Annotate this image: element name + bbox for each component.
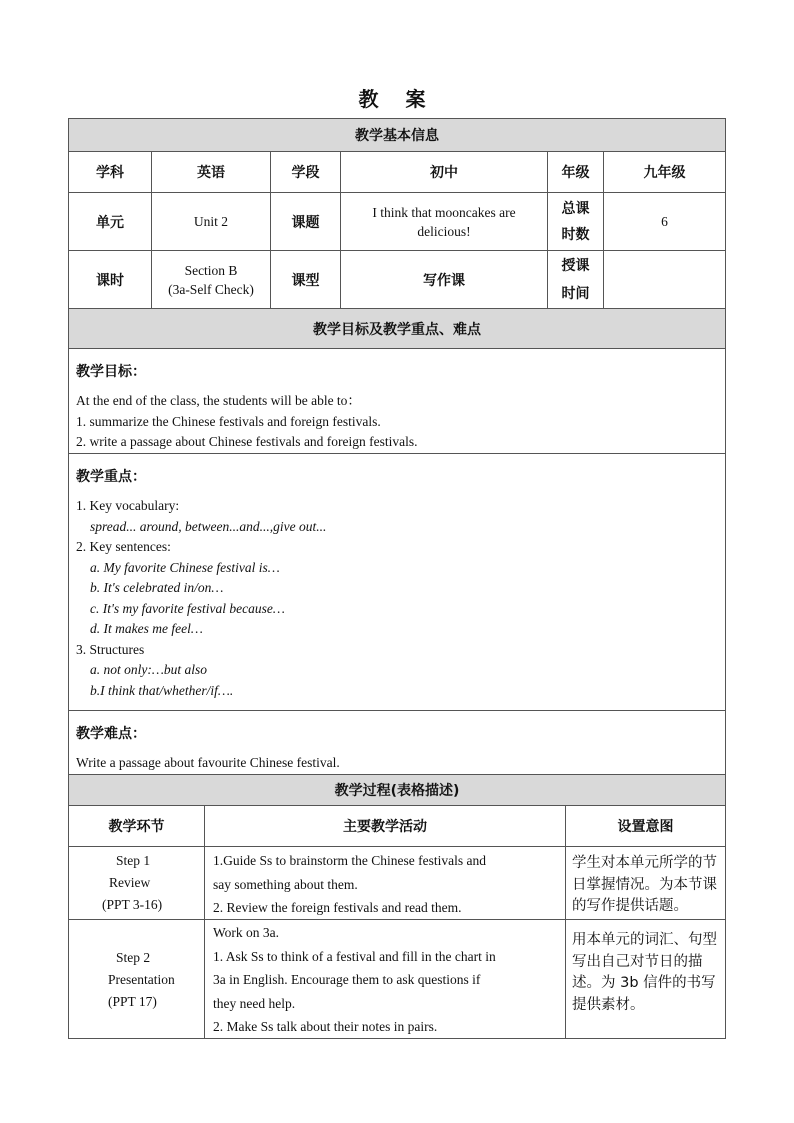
activity-line: 1. Ask Ss to think of a festival and fill in the chart in — [213, 948, 496, 964]
lesson-type-label: 课型 — [270, 250, 341, 309]
period-label: 课时 — [68, 250, 152, 309]
teaching-time-label-line1: 授课 — [561, 257, 590, 274]
key-sentence: b. It's celebrated in/on… — [90, 580, 224, 595]
grade-value: 九年级 — [603, 151, 726, 193]
col-intent-header: 设置意图 — [565, 805, 726, 847]
teaching-goals-block — [68, 348, 726, 454]
teaching-difficulty-title: 教学难点： — [76, 726, 146, 742]
key-sentence: a. My favorite Chinese festival is… — [90, 559, 280, 575]
subject-label: 学科 — [68, 151, 152, 193]
goal-item: 2. write a passage about Chinese festivals and foreign festivals. — [76, 434, 418, 449]
total-hours-label-line2: 时数 — [561, 226, 590, 243]
structure-item: b.I think that/whether/if…. — [90, 682, 234, 698]
structures-heading: 3. Structures — [76, 641, 145, 657]
period-value-line2: (3a-Self Check) — [168, 281, 254, 297]
activity-line: 3a in English. Encourage them to ask questions if — [213, 972, 481, 987]
col-step-header: 教学环节 — [68, 805, 205, 847]
teaching-goals-title: 教学目标： — [76, 364, 146, 380]
intent-text: 用本单元的词汇、句型写出自己对节日的描述。为 3b 信件的书写提供素材。 — [572, 932, 717, 1013]
stage-label: 学段 — [270, 151, 341, 193]
total-hours-label — [547, 192, 604, 251]
unit-label: 单元 — [68, 192, 152, 251]
period-value — [151, 250, 271, 309]
topic-value: I think that mooncakes are delicious! — [340, 192, 548, 251]
goals-intro: At the end of the class, the students will be able to： — [76, 393, 361, 408]
sentences-heading: 2. Key sentences: — [76, 539, 171, 554]
vocab-heading: 1. Key vocabulary: — [76, 498, 180, 513]
table-row-activity — [204, 919, 566, 1039]
teaching-time-label-line2: 时间 — [561, 285, 590, 302]
table-row-intent — [565, 846, 726, 920]
step-name: Presentation — [108, 972, 175, 987]
step-number: Step 1 — [116, 853, 151, 868]
table-row-step — [68, 846, 205, 920]
table-row-activity — [204, 846, 566, 920]
col-activity-header: 主要教学活动 — [204, 805, 566, 847]
teaching-focus-title: 教学重点： — [76, 469, 146, 485]
teaching-time-label — [547, 250, 604, 309]
grade-label: 年级 — [547, 151, 604, 193]
total-hours-label-line1: 总课 — [561, 200, 590, 217]
table-row-intent — [565, 919, 726, 1039]
teaching-difficulty-block — [68, 710, 726, 775]
vocab-line: spread... around, between...and...,give out... — [90, 518, 327, 534]
lesson-type-value: 写作课 — [340, 250, 548, 309]
step-ppt: (PPT 17) — [108, 994, 157, 1009]
unit-value: Unit 2 — [151, 192, 271, 251]
teaching-focus-block — [68, 453, 726, 711]
step-ppt: (PPT 3-16) — [102, 897, 163, 912]
activity-line: they need help. — [213, 995, 296, 1011]
key-sentence: d. It makes me feel… — [90, 621, 203, 636]
basic-info-header: 教学基本信息 — [68, 118, 726, 152]
goal-item: 1. summarize the Chinese festivals and foreign festivals. — [76, 413, 381, 429]
activity-line: 2. Review the foreign festivals and read them. — [213, 900, 462, 915]
teaching-time-value — [603, 250, 726, 309]
activity-line: 1.Guide Ss to brainstorm the Chinese festivals and — [213, 853, 486, 868]
step-number: Step 2 — [116, 950, 151, 965]
step-name: Review — [109, 875, 151, 890]
objectives-header: 教学目标及教学重点、难点 — [68, 308, 726, 349]
total-hours-value: 6 — [603, 192, 726, 251]
topic-label: 课题 — [270, 192, 341, 251]
activity-line: 2. Make Ss talk about their notes in pairs. — [213, 1019, 438, 1034]
structure-item: a. not only:…but also — [90, 662, 207, 677]
key-sentence: c. It's my favorite festival because… — [90, 600, 285, 616]
intent-text: 学生对本单元所学的节日掌握情况。为本节课的写作提供话题。 — [572, 855, 717, 914]
difficulty-text: Write a passage about favourite Chinese festival. — [76, 755, 340, 770]
subject-value: 英语 — [151, 151, 271, 193]
table-row-step — [68, 919, 205, 1039]
period-value-line1: Section B — [184, 262, 238, 278]
page-title: 教 案 — [358, 87, 436, 111]
activity-line: Work on 3a. — [213, 925, 280, 940]
stage-value: 初中 — [340, 151, 548, 193]
activity-line: say something about them. — [213, 876, 358, 892]
process-header: 教学过程(表格描述) — [68, 774, 726, 806]
